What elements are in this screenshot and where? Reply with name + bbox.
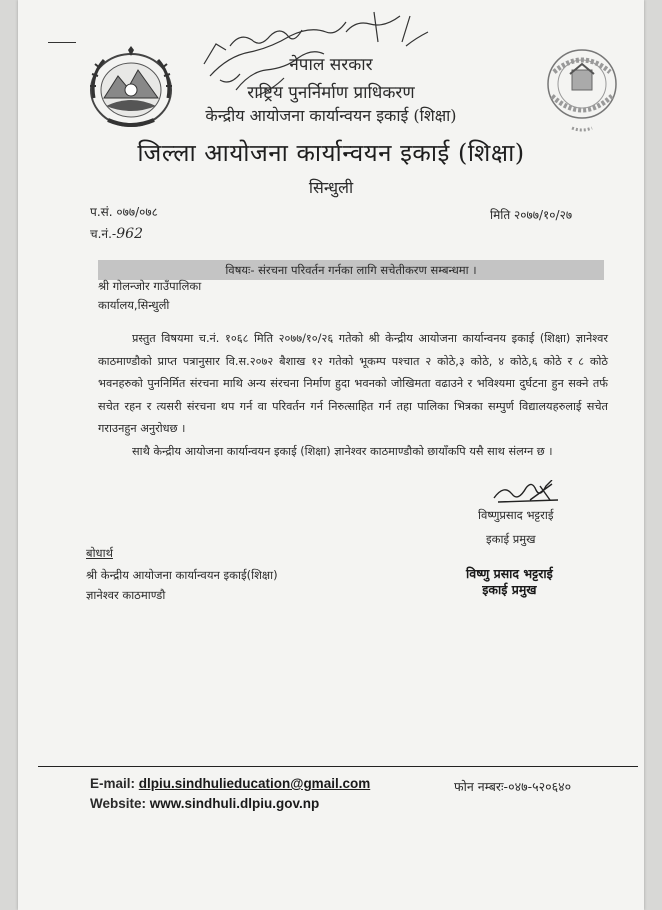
fiscal-year: प.सं. ०७७/०७८: [90, 205, 158, 219]
cc-label: बोधार्थ: [86, 546, 113, 560]
dispatch-number-handwritten: 962: [116, 226, 143, 242]
recipient-name: श्री गोलन्जोर गाउँपालिका: [98, 279, 202, 293]
central-unit-name: केन्द्रीय आयोजना कार्यान्वयन इकाई (शिक्षा): [205, 106, 457, 125]
website-label: Website:: [90, 796, 147, 811]
district-name: सिन्धुली: [308, 178, 354, 197]
recipient-office: कार्यालय,सिन्धुली: [98, 298, 170, 312]
cc-location: ज्ञानेश्वर काठमाण्डौ: [86, 588, 166, 602]
dispatch-number: [90, 225, 143, 242]
letter-body: [98, 328, 608, 463]
footer-phone: फोन नम्बरः-०४७-५२०६४०: [454, 779, 572, 794]
body-paragraph: प्रस्तुत विषयमा च.नं. १०६८ मिति २०७७/१०/२६ गतेको श्री केन्द्रीय आयोजना कार्यान्वनय इकाई (शिक्षा) ज्ञानेश्वर काठमाण्डौको प्राप्त पत्रानुसार वि.स.२०७२ बैशाख १२ गतेको भूकम्प पश्चात २ कोठे,३ कोठे, ४ कोठे,६ कोठे र ८ कोठे भवनहरुको पुननिर्मित संरचना माथि अन्य संरचना निर्माण हुदा भवनको जोखिमता वढाउने र भविश्यमा दुर्घटना हुन सक्ने तर्फ सचेत रहन र त्यसरी संरचना थप गर्न वा परिवर्तन गर्न निरुत्साहित गर्न तहा पालिका भित्रका सम्पुर्ण विद्यालयहरुलाई सचेत गराउनहुन अनुरोधछ ।: [98, 332, 608, 435]
dispatch-label: च.नं.-: [90, 227, 117, 241]
email-label: E-mail:: [90, 776, 136, 791]
email-link[interactable]: dlpiu.sindhulieducation@gmail.com: [138, 776, 371, 791]
stamp-name: विष्णु प्रसाद भट्टराई: [466, 566, 553, 581]
government-name: नेपाल सरकार: [289, 55, 373, 75]
punch-mark: [48, 42, 76, 43]
official-stamp: [466, 566, 553, 598]
stamp-title: इकाई प्रमुख: [482, 582, 537, 597]
signatory-name: विष्णुप्रसाद भट्टराई: [478, 508, 554, 522]
cc-recipient: श्री केन्द्रीय आयोजना कार्यान्वयन इकाई(शिक्षा): [86, 568, 278, 582]
letter-page: [18, 0, 644, 910]
footer-email: [90, 776, 370, 791]
subject-line: विषयः- संरचना परिवर्तन गर्नका लागि सचेतीकरण सम्बन्धमा ।: [98, 260, 604, 280]
signatory-title: इकाई प्रमुख: [486, 532, 536, 546]
footer-divider: [38, 766, 638, 767]
letter-date: मिति २०७७/१०/२७: [490, 208, 573, 222]
office-title: जिल्ला आयोजना कार्यान्वयन इकाई (शिक्षा): [137, 139, 525, 167]
signature-mark: [490, 480, 570, 506]
website-link[interactable]: www.sindhuli.dlpiu.gov.np: [149, 796, 320, 811]
body-paragraph: साथै केन्द्रीय आयोजना कार्यान्वयन इकाई (शिक्षा) ज्ञानेश्वर काठमाण्डौको छायाँकपि यसै साथ संलग्न छ ।: [132, 444, 553, 458]
footer-website: [90, 796, 319, 811]
authority-name: राष्ट्रिय पुनर्निर्माण प्राधिकरण: [247, 83, 415, 103]
